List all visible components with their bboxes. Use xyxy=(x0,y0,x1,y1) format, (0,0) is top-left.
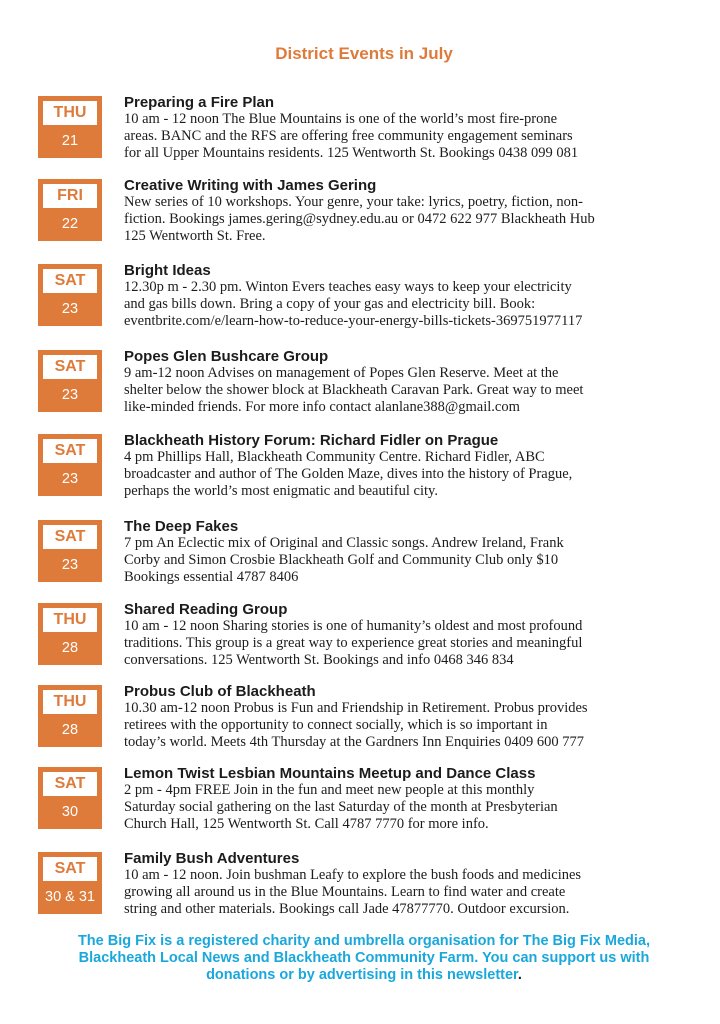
day-label: SAT xyxy=(43,269,97,293)
date-badge xyxy=(38,685,102,747)
event-description: 9 am-12 noon Advises on management of Popes Glen Reserve. Meet at the shelter below the shower block at Blackheath Caravan Park. Great way to meet like-minded friends. For more info contact alanlane388@gmail.com xyxy=(124,365,584,415)
event-title: Preparing a Fire Plan xyxy=(124,94,275,111)
event-item xyxy=(0,264,720,334)
day-label: SAT xyxy=(43,772,97,796)
date-number: 23 xyxy=(61,301,79,317)
event-title: Lemon Twist Lesbian Mountains Meetup and Dance Class xyxy=(124,765,536,782)
day-label: FRI xyxy=(43,184,97,208)
date-number: 28 xyxy=(61,722,79,738)
day-label: THU xyxy=(43,690,97,714)
event-description: 2 pm - 4pm FREE Join in the fun and meet new people at this monthly Saturday social gathering on the last Saturday of the month at Presbyterian Church Hall, 125 Wentworth St. Call 4787 7770 for more info. xyxy=(124,782,558,832)
date-badge xyxy=(38,852,102,914)
event-title: Popes Glen Bushcare Group xyxy=(124,348,329,365)
event-description: 10.30 am-12 noon Probus is Fun and Friendship in Retirement. Probus provides retirees with the opportunity to connect socially, which is so important in today’s world. Meets 4th Thursday at the Gardners Inn Enquiries 0409 600 777 xyxy=(124,700,588,750)
footer-note xyxy=(44,933,684,984)
footer-period: . xyxy=(517,967,522,983)
event-item xyxy=(0,603,720,673)
event-title: Creative Writing with James Gering xyxy=(124,177,377,194)
date-number: 23 xyxy=(61,557,79,573)
date-number: 22 xyxy=(61,216,79,232)
event-title: Probus Club of Blackheath xyxy=(124,683,316,700)
date-badge xyxy=(38,264,102,326)
event-item xyxy=(0,685,720,755)
event-item xyxy=(0,520,720,590)
date-badge xyxy=(38,434,102,496)
date-number: 30 & 31 xyxy=(45,889,95,905)
date-number: 30 xyxy=(61,804,79,820)
date-badge xyxy=(38,520,102,582)
day-label: THU xyxy=(43,608,97,632)
event-description: New series of 10 workshops. Your genre, your take: lyrics, poetry, fiction, non- fiction. Bookings james.gering@sydney.edu.au or 0472 622 977 Blackheath Hub 125 Wentworth St. Free. xyxy=(124,194,595,244)
event-title: The Deep Fakes xyxy=(124,518,239,535)
event-description: 10 am - 12 noon The Blue Mountains is one of the world’s most fire-prone areas. BANC and the RFS are offering free community engagement seminars for all Upper Mountains residents. 125 Wentworth St. Bookings 0438 099 081 xyxy=(124,111,579,161)
event-description: 7 pm An Eclectic mix of Original and Classic songs. Andrew Ireland, Frank Corby and Simon Crosbie Blackheath Golf and Community Club only $10 Bookings essential 4787 8406 xyxy=(124,535,564,585)
day-label: THU xyxy=(43,101,97,125)
event-item xyxy=(0,434,720,504)
event-item xyxy=(0,767,720,837)
date-badge xyxy=(38,179,102,241)
day-label: SAT xyxy=(43,355,97,379)
event-description: 4 pm Phillips Hall, Blackheath Community Centre. Richard Fidler, ABC broadcaster and author of The Golden Maze, dives into the history of Prague, perhaps the world’s most enigmatic and beautiful city. xyxy=(124,449,573,499)
event-item xyxy=(0,852,720,922)
footer-text: The Big Fix is a registered charity and umbrella organisation for The Big Fix Media, Blackheath Local News and Blackheath Community Farm. You can support us with donations or by advertising in this newsletter xyxy=(77,933,651,983)
date-badge xyxy=(38,96,102,158)
date-number: 28 xyxy=(61,640,79,656)
event-description: 10 am - 12 noon Sharing stories is one of humanity’s oldest and most profound traditions. This group is a great way to experience great stories and meaningful conversations. 125 Wentworth St. Bookings and info 0468 346 834 xyxy=(124,618,583,668)
event-item xyxy=(0,179,720,249)
event-description: 12.30p m - 2.30 pm. Winton Evers teaches easy ways to keep your electricity and gas bills down. Bring a copy of your gas and electricity bill. Book: eventbrite.com/e/learn-how-to-reduce-your-energy-bills-tickets-369751977117 xyxy=(124,279,583,329)
event-title: Bright Ideas xyxy=(124,262,211,279)
event-title: Family Bush Adventures xyxy=(124,850,300,867)
day-label: SAT xyxy=(43,525,97,549)
date-number: 21 xyxy=(61,133,79,149)
date-badge xyxy=(38,767,102,829)
date-badge xyxy=(38,603,102,665)
event-description: 10 am - 12 noon. Join bushman Leafy to explore the bush foods and medicines growing all around us in the Blue Mountains. Learn to find water and create string and other materials. Bookings call Jade 47877770. Outdoor excursion. xyxy=(124,867,582,917)
event-title: Blackheath History Forum: Richard Fidler on Prague xyxy=(124,432,499,449)
date-badge xyxy=(38,350,102,412)
event-item xyxy=(0,96,720,166)
day-label: SAT xyxy=(43,857,97,881)
event-title: Shared Reading Group xyxy=(124,601,288,618)
event-item xyxy=(0,350,720,420)
date-number: 23 xyxy=(61,471,79,487)
day-label: SAT xyxy=(43,439,97,463)
date-number: 23 xyxy=(61,387,79,403)
page-title: District Events in July xyxy=(275,44,453,63)
